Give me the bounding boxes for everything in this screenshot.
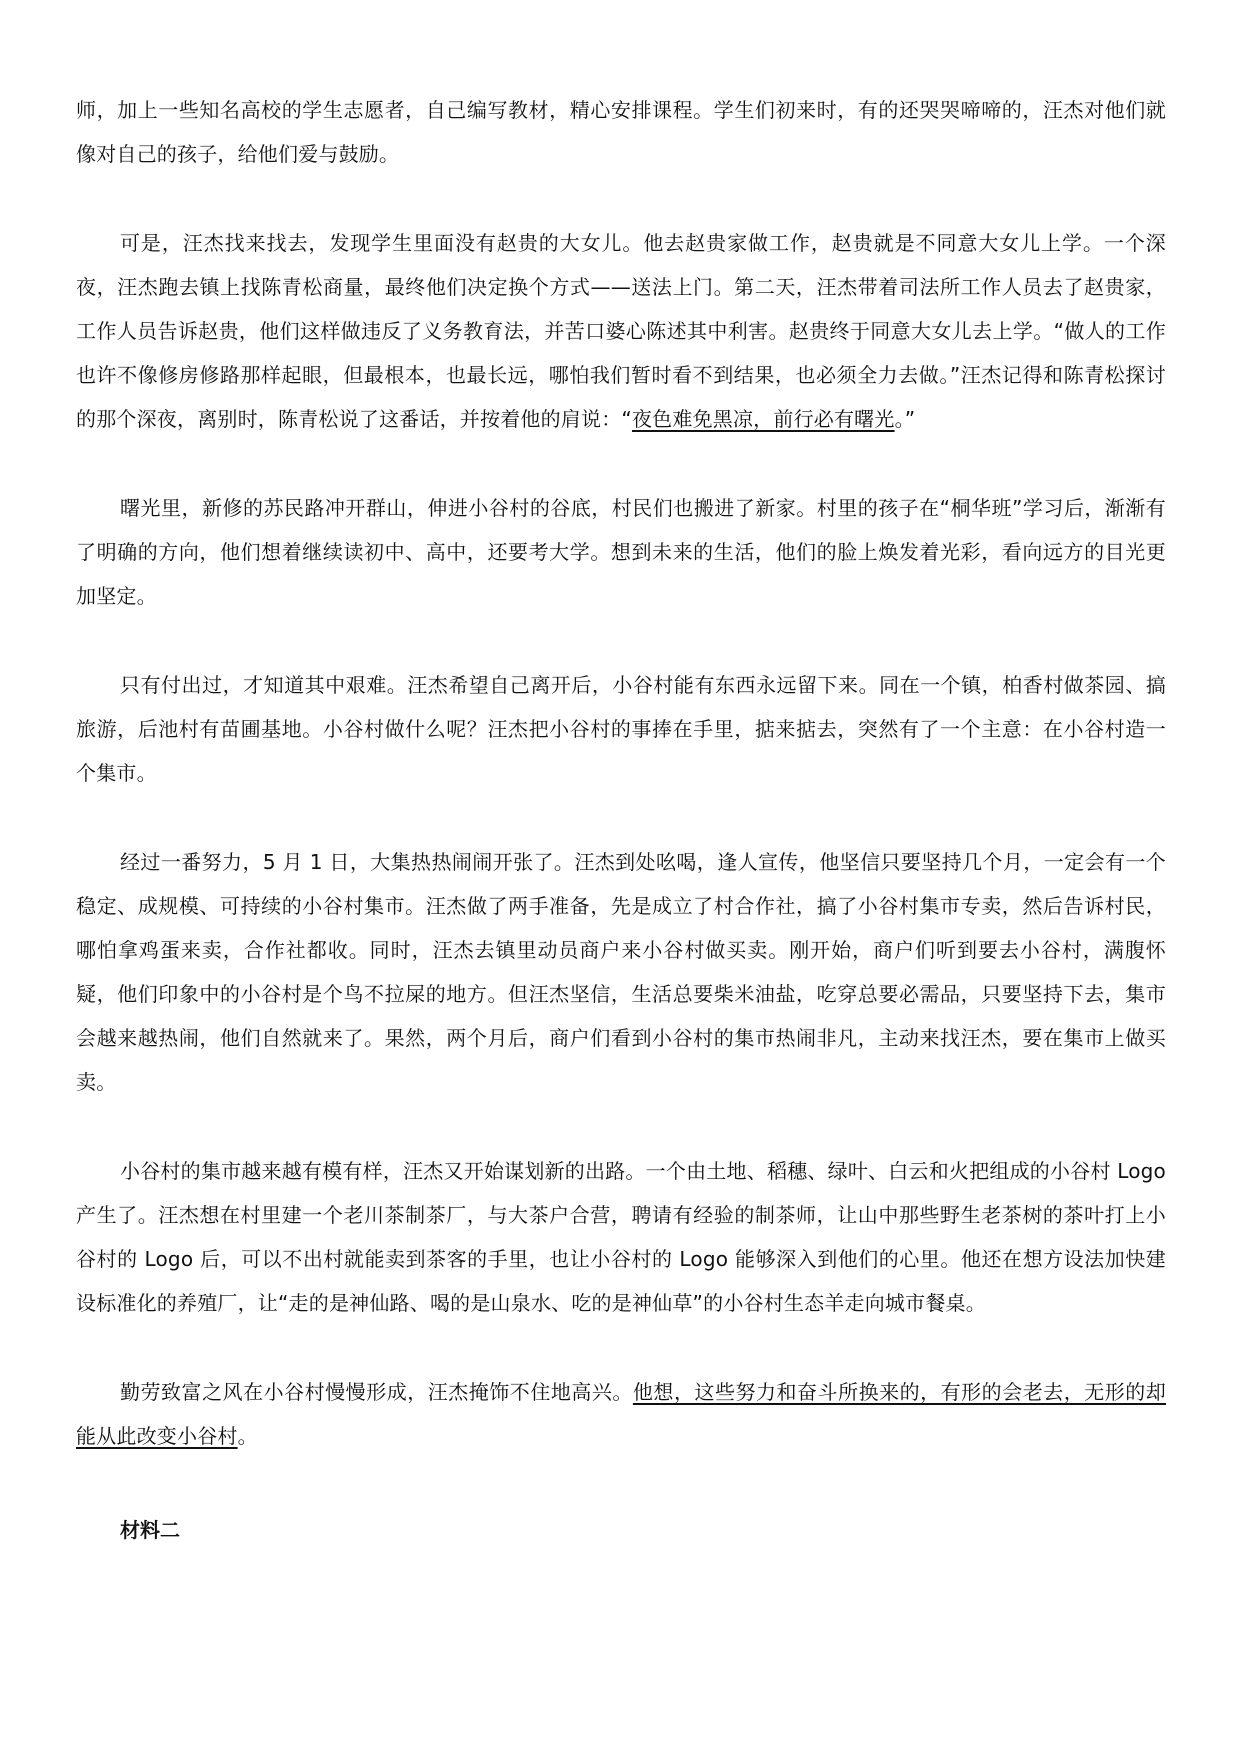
paragraph-5 — [76, 840, 1166, 1104]
paragraph-3-text: 曙光里，新修的苏民路冲开群山，伸进小谷村的谷底，村民们也搬进了新家。村里的孩子在“桐华班”学习后，渐渐有了明确的方向，他们想着继续读初中、高中，还要考大学。想到未来的生活，他们的脸上焕发着光彩，看向远方的目光更加坚定。 — [76, 496, 1166, 608]
paragraph-2-end: 。” — [894, 407, 916, 431]
paragraph-4-text: 只有付出过，才知道其中艰难。汪杰希望自己离开后，小谷村能有东西永远留下来。同在一个镇，柏香村做茶园、搞旅游，后池村有苗圃基地。小谷村做什么呢？汪杰把小谷村的事捧在手里，掂来掂去，突然有了一个主意：在小谷村造一个集市。 — [76, 673, 1166, 785]
underlined-sentence: 他想，这些努力和奋斗所换来的，有形的会老去，无形的却能从此改变小谷村 — [76, 1380, 1167, 1448]
paragraph-7-end: 。 — [237, 1424, 258, 1448]
section-heading: 材料二 — [120, 1518, 180, 1542]
paragraph-7 — [76, 1370, 1166, 1458]
paragraph-5-text: 经过一番努力，5 月 1 日，大集热热闹闹开张了。汪杰到处吆喝，逢人宣传，他坚信只要坚持几个月，一定会有一个稳定、成规模、可持续的小谷村集市。汪杰做了两手准备，先是成立了村合作社，搞了小谷村集市专卖，然后告诉村民，哪怕拿鸡蛋来卖，合作社都收。同时，汪杰去镇里动员商户来小谷村做买卖。刚开始，商户们听到要去小谷村，满腹怀疑，他们印象中的小谷村是个鸟不拉屎的地方。但汪杰坚信，生活总要柴米油盐，吃穿总要必需品，只要坚持下去，集市会越来越热闹，他们自然就来了。果然，两个月后，商户们看到小谷村的集市热闹非凡，主动来找汪杰，要在集市上做买卖。 — [76, 850, 1166, 1094]
underlined-quote: 夜色难免黑凉，前行必有曙光 — [631, 407, 895, 431]
paragraph-1 — [76, 88, 1166, 176]
paragraph-7-text: 勤劳致富之风在小谷村慢慢形成，汪杰掩饰不住地高兴。 — [120, 1380, 633, 1404]
paragraph-3 — [76, 486, 1166, 618]
paragraph-1-text: 师，加上一些知名高校的学生志愿者，自己编写教材，精心安排课程。学生们初来时，有的还哭哭啼啼的，汪杰对他们就像对自己的孩子，给他们爱与鼓励。 — [76, 98, 1166, 166]
paragraph-4 — [76, 663, 1166, 795]
document-page — [76, 88, 1166, 1552]
paragraph-2-text: 可是，汪杰找来找去，发现学生里面没有赵贵的大女儿。他去赵贵家做工作，赵贵就是不同意大女儿上学。一个深夜，汪杰跑去镇上找陈青松商量，最终他们决定换个方式——送法上门。第二天，汪杰带着司法所工作人员去了赵贵家，工作人员告诉赵贵，他们这样做违反了义务教育法，并苦口婆心陈述其中利害。赵贵终于同意大女儿去上学。“做人的工作也许不像修房修路那样起眼，但最根本，也最长远，哪怕我们暂时看不到结果，也必须全力去做。”汪杰记得和陈青松探讨的那个深夜，离别时，陈青松说了这番话，并按着他的肩说：“ — [76, 231, 1166, 431]
paragraph-2 — [76, 221, 1166, 441]
paragraph-6 — [76, 1149, 1166, 1325]
paragraph-6-text: 小谷村的集市越来越有模有样，汪杰又开始谋划新的出路。一个由土地、稻穗、绿叶、白云和火把组成的小谷村 Logo 产生了。汪杰想在村里建一个老川茶制茶厂，与大茶户合营，聘请有经验的制茶师，让山中那些野生老茶树的茶叶打上小谷村的 Logo 后，可以不出村就能卖到茶客的手里，也让小谷村的 Logo 能够深入到他们的心里。他还在想方设法加快建设标准化的养殖厂，让“走的是神仙路、喝的是山泉水、吃的是神仙草”的小谷村生态羊走向城市餐桌。 — [76, 1159, 1166, 1315]
